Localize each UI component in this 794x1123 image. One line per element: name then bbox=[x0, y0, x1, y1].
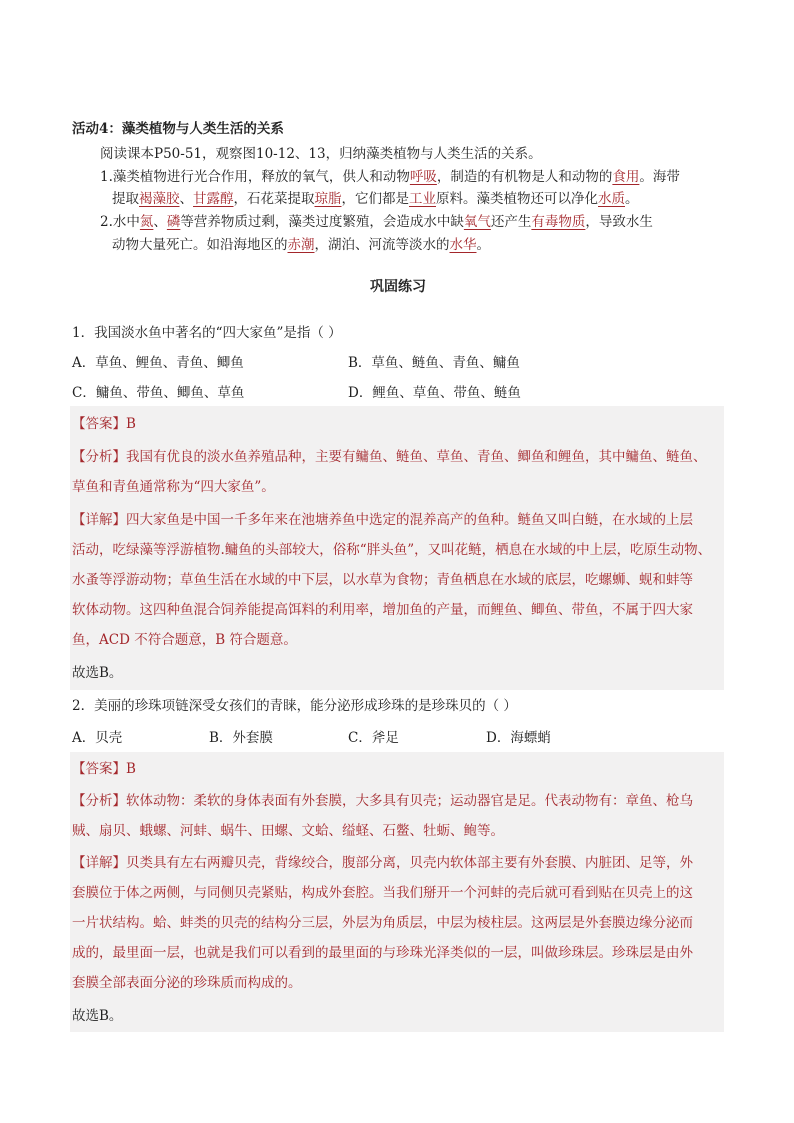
paragraph-2-line-1: 2.水中氮、磷等营养物质过剩，藻类过度繁殖，会造成水中缺氧气还产生有毒物质，导致水生 bbox=[100, 214, 653, 230]
question-1-detail-line: 水蚤等浮游动物；草鱼生活在水域的中下层，以水草为食物；青鱼栖息在水域的底层，吃螺蛳、蚬和蚌等 bbox=[72, 572, 693, 588]
question-2-detail-line: 套膜全部表面分泌的珍珠质而构成的。 bbox=[72, 975, 302, 991]
question-2-detail-line: 成的，最里面一层，也就是我们可以看到的最里面的与珍珠光泽类似的一层，叫做珍珠层。珍珠层是由外 bbox=[72, 945, 693, 961]
question-2-option-b: B．外套膜 bbox=[209, 730, 273, 746]
blank-answer: 水质 bbox=[598, 191, 625, 207]
question-1-analysis-line: 草鱼和青鱼通常称为“四大家鱼”。 bbox=[72, 479, 275, 495]
paragraph-2-line-2: 动物大量死亡。如沿海地区的赤潮，湖泊、河流等淡水的水华。 bbox=[112, 237, 490, 253]
blank-answer: 有毒物质 bbox=[531, 214, 586, 230]
question-2-analysis-line: 贼、扇贝、蛾螺、河蚌、蜗牛、田螺、文蛤、缢蛏、石鳖、牡蛎、鲍等。 bbox=[72, 823, 504, 839]
question-2-answer: 【答案】B bbox=[72, 761, 136, 777]
section-title: 巩固练习 bbox=[370, 279, 426, 295]
paragraph-1-line-1: 1.藻类植物进行光合作用，释放的氧气，供人和动物呼吸，制造的有机物是人和动物的食用。海带 bbox=[100, 169, 680, 185]
question-1-option-b: B．草鱼、鲢鱼、青鱼、鳙鱼 bbox=[348, 355, 520, 371]
blank-answer: 琼脂 bbox=[314, 191, 342, 207]
question-1-stem: 1．我国淡水鱼中著名的“四大家鱼”是指（ ） bbox=[72, 325, 342, 341]
question-2-detail-line: 【详解】贝类具有左右两瓣贝壳，背缘绞合，腹部分离，贝壳内软体部主要有外套膜、内脏团、足等，外 bbox=[72, 855, 693, 871]
question-2-conclusion: 故选B。 bbox=[72, 1008, 123, 1024]
activity-title: 活动4：藻类植物与人类生活的关系 bbox=[72, 121, 284, 137]
question-2-detail-line: 一片状结构。蛤、蚌类的贝壳的结构分三层，外层为角质层，中层为棱柱层。这两层是外套膜边缘分泌而 bbox=[72, 915, 693, 931]
blank-answer: 呼吸 bbox=[409, 169, 437, 185]
blank-answer: 甘露醇 bbox=[193, 191, 234, 207]
question-1-analysis-line: 【分析】我国有优良的淡水鱼养殖品种，主要有鳙鱼、鲢鱼、草鱼、青鱼、鲫鱼和鲤鱼，其中鳙鱼、鲢鱼、 bbox=[72, 449, 707, 465]
question-2-answer-box bbox=[70, 752, 724, 1032]
blank-answer: 氮 bbox=[139, 214, 154, 230]
question-2-detail-line: 套膜位于体之两侧，与同侧贝壳紧贴，构成外套腔。当我们掰开一个河蚌的壳后就可看到贴在贝壳上的这 bbox=[72, 885, 693, 901]
question-1-conclusion: 故选B。 bbox=[72, 665, 123, 681]
blank-answer: 食用 bbox=[612, 169, 640, 185]
question-2-stem: 2．美丽的珍珠项链深受女孩们的青睐，能分泌形成珍珠的是珍珠贝的（ ） bbox=[72, 698, 517, 714]
question-1-detail-line: 鱼，ACD 不符合题意，B 符合题意。 bbox=[72, 632, 297, 648]
question-1-answer-box bbox=[70, 406, 724, 690]
question-1-answer: 【答案】B bbox=[72, 416, 136, 432]
question-2-analysis-line: 【分析】软体动物：柔软的身体表面有外套膜，大多具有贝壳；运动器官是足。代表动物有：章鱼、枪乌 bbox=[72, 793, 693, 809]
question-1-detail-line: 活动，吃绿藻等浮游植物.鳙鱼的头部较大，俗称“胖头鱼”，又叫花鲢，栖息在水域的中上层，吃原生动物、 bbox=[72, 542, 712, 558]
paragraph-1-line-2: 提取褐藻胶、甘露醇，石花菜提取琼脂，它们都是工业原料。藻类植物还可以净化水质。 bbox=[112, 191, 639, 207]
question-2-option-c: C．斧足 bbox=[348, 730, 399, 746]
blank-answer: 褐藻胶 bbox=[139, 191, 180, 207]
blank-answer: 氧气 bbox=[463, 214, 491, 230]
question-1-option-d: D．鲤鱼、草鱼、带鱼、鲢鱼 bbox=[348, 385, 521, 401]
activity-intro: 阅读课本P50-51，观察图10-12、13，归纳藻类植物与人类生活的关系。 bbox=[100, 146, 542, 162]
question-2-option-d: D．海螵蛸 bbox=[486, 730, 551, 746]
question-1-detail-line: 【详解】四大家鱼是中国一千多年来在池塘养鱼中选定的混养高产的鱼种。鲢鱼又叫白鲢，在水域的上层 bbox=[72, 512, 693, 528]
blank-answer: 磷 bbox=[166, 214, 181, 230]
blank-answer: 水华 bbox=[449, 237, 477, 253]
question-1-option-c: C．鳙鱼、带鱼、鲫鱼、草鱼 bbox=[72, 385, 245, 401]
question-2-option-a: A．贝壳 bbox=[72, 730, 123, 746]
blank-answer: 工业 bbox=[409, 191, 436, 207]
question-1-option-a: A．草鱼、鲤鱼、青鱼、鲫鱼 bbox=[72, 355, 244, 371]
question-1-detail-line: 软体动物。这四种鱼混合饲养能提高饵料的利用率，增加鱼的产量，而鲤鱼、鲫鱼、带鱼，不属于四大家 bbox=[72, 602, 693, 618]
blank-answer: 赤潮 bbox=[287, 237, 315, 253]
